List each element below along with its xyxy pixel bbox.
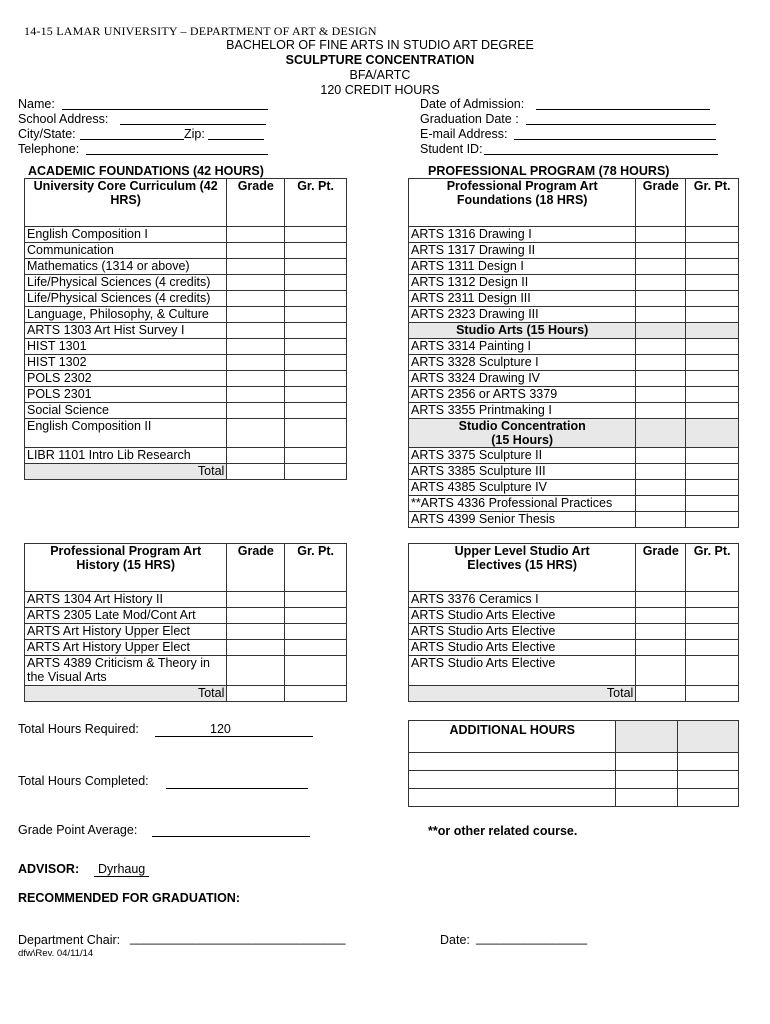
gp-cell[interactable] [686, 656, 739, 686]
date-line[interactable]: ________________ [476, 931, 588, 945]
additional-course-cell[interactable] [409, 753, 616, 771]
gp-cell[interactable] [285, 307, 347, 323]
telephone-label: Telephone: [18, 142, 80, 156]
gp-cell[interactable] [686, 227, 739, 243]
gp-cell[interactable] [285, 419, 347, 448]
art-history-header-course: Professional Program Art History (15 HRS) [25, 544, 227, 592]
gp-cell[interactable] [686, 339, 739, 355]
table-row: English Composition II [25, 419, 347, 448]
additional-hours-table [408, 720, 739, 807]
table-row: Life/Physical Sciences (4 credits) [25, 275, 347, 291]
grade-cell[interactable] [227, 608, 285, 624]
gp-cell[interactable] [285, 448, 347, 464]
grade-cell[interactable] [636, 275, 686, 291]
department-chair-label: Department Chair: [18, 933, 121, 947]
grade-total-cell[interactable] [227, 686, 285, 702]
revision-note: dfw\Rev. 04/11/14 [18, 948, 94, 959]
grade-cell[interactable] [227, 592, 285, 608]
gp-cell[interactable] [285, 624, 347, 640]
grade-cell[interactable] [227, 323, 285, 339]
gp-cell[interactable] [285, 291, 347, 307]
gp-cell[interactable] [285, 259, 347, 275]
grade-cell[interactable] [227, 339, 285, 355]
table-row: HIST 1301 [25, 339, 347, 355]
grade-cell[interactable] [636, 464, 686, 480]
gpa-label: Grade Point Average: [18, 823, 138, 837]
table-row: LIBR 1101 Intro Lib Research [25, 448, 347, 464]
grade-cell[interactable] [636, 496, 686, 512]
grade-cell[interactable] [227, 291, 285, 307]
art-history-table [24, 543, 347, 702]
studentid-label: Student ID: [420, 142, 483, 156]
gp-cell[interactable] [686, 448, 739, 464]
table-row: ARTS 1311 Design I [409, 259, 739, 275]
total-row [409, 686, 739, 702]
grade-cell[interactable] [636, 371, 686, 387]
grade-cell[interactable] [636, 339, 686, 355]
table-row [409, 789, 739, 807]
studentid-field[interactable] [484, 154, 718, 155]
academic-header-gp: Gr. Pt. [285, 179, 347, 227]
academic-header-course: University Core Curriculum (42 HRS) [25, 179, 227, 227]
table-row: POLS 2302 [25, 371, 347, 387]
academic-foundations-table [24, 178, 347, 480]
gp-cell[interactable] [686, 355, 739, 371]
grade-cell[interactable] [636, 592, 686, 608]
additional-course-cell[interactable] [409, 771, 616, 789]
grade-cell[interactable] [616, 753, 678, 771]
grade-cell[interactable] [227, 387, 285, 403]
professional-header-gp: Gr. Pt. [686, 179, 739, 227]
grade-cell[interactable] [636, 448, 686, 464]
table-row: Life/Physical Sciences (4 credits) [25, 291, 347, 307]
table-row: ARTS Art History Upper Elect [25, 624, 347, 640]
table-row: ARTS 3324 Drawing IV [409, 371, 739, 387]
gp-cell[interactable] [686, 259, 739, 275]
gp-cell[interactable] [285, 323, 347, 339]
table-row: POLS 2301 [25, 387, 347, 403]
grade-cell[interactable] [636, 355, 686, 371]
gp-total-cell[interactable] [686, 686, 739, 702]
hours-required-label: Total Hours Required: [18, 722, 139, 736]
grade-cell[interactable] [636, 656, 686, 686]
grade-cell[interactable] [616, 789, 678, 807]
subheader-row [409, 323, 739, 339]
credit-hours: 120 CREDIT HOURS [320, 83, 440, 97]
email-field[interactable] [514, 139, 716, 140]
table-row: ARTS 2323 Drawing III [409, 307, 739, 323]
telephone-field[interactable] [86, 154, 268, 155]
table-row: ARTS 3314 Painting I [409, 339, 739, 355]
table-row: ARTS 4389 Criticism & Theory in the Visual Arts [25, 656, 347, 686]
grade-cell[interactable] [227, 355, 285, 371]
gp-cell[interactable] [686, 512, 739, 528]
grade-cell[interactable] [227, 624, 285, 640]
gp-total-cell[interactable] [285, 464, 347, 480]
upper-level-header-course: Upper Level Studio Art Electives (15 HRS) [409, 544, 636, 592]
recommended-label: RECOMMENDED FOR GRADUATION: [18, 891, 240, 905]
degree-code: BFA/ARTC [349, 68, 411, 82]
zip-field[interactable] [208, 139, 264, 140]
footnote: **or other related course. [428, 824, 578, 838]
table-row: ARTS 2356 or ARTS 3379 [409, 387, 739, 403]
gp-cell[interactable] [686, 403, 739, 419]
table-row: ARTS 4399 Senior Thesis [409, 512, 739, 528]
table-row: ARTS 1317 Drawing II [409, 243, 739, 259]
grade-cell[interactable] [636, 227, 686, 243]
gp-cell[interactable] [285, 608, 347, 624]
table-row: ARTS 3375 Sculpture II [409, 448, 739, 464]
grade-cell[interactable] [636, 624, 686, 640]
table-row: ARTS 1316 Drawing I [409, 227, 739, 243]
academic-total-label: Total [25, 464, 227, 480]
table-row: ARTS 3328 Sculpture I [409, 355, 739, 371]
gp-cell[interactable] [285, 339, 347, 355]
citystate-field[interactable] [80, 139, 184, 140]
email-label: E-mail Address: [420, 127, 508, 141]
gp-cell[interactable] [686, 307, 739, 323]
gp-cell[interactable] [285, 656, 347, 686]
grade-cell[interactable] [227, 259, 285, 275]
table-row: ARTS 4385 Sculpture IV [409, 480, 739, 496]
grade-cell[interactable] [636, 608, 686, 624]
gp-cell[interactable] [686, 291, 739, 307]
hours-completed-field[interactable] [166, 788, 308, 789]
gp-cell[interactable] [285, 227, 347, 243]
gp-cell[interactable] [285, 371, 347, 387]
art-history-header-grade: Grade [227, 544, 285, 592]
degree-title: BACHELOR OF FINE ARTS IN STUDIO ART DEGREE [226, 38, 534, 52]
professional-header-course: Professional Program Art Foundations (18 HRS) [409, 179, 636, 227]
grade-cell[interactable] [636, 480, 686, 496]
upper-level-header-gp: Gr. Pt. [686, 544, 739, 592]
hours-required-value: 120 [210, 722, 231, 736]
table-row: Mathematics (1314 or above) [25, 259, 347, 275]
table-row: ARTS Studio Arts Elective [409, 624, 739, 640]
grade-total-cell[interactable] [227, 464, 285, 480]
table-row: ARTS Studio Arts Elective [409, 656, 739, 686]
gp-cell[interactable] [285, 640, 347, 656]
table-row: Language, Philosophy, & Culture [25, 307, 347, 323]
concentration-title: SCULPTURE CONCENTRATION [285, 53, 475, 67]
name-field[interactable] [62, 109, 268, 110]
table-row: ARTS Studio Arts Elective [409, 640, 739, 656]
grade-cell[interactable] [227, 403, 285, 419]
gp-cell[interactable] [285, 592, 347, 608]
advisor-value: Dyrhaug [94, 862, 149, 877]
gp-cell[interactable] [686, 480, 739, 496]
studio-arts-title: Studio Arts (15 Hours) [409, 323, 636, 339]
grade-cell[interactable] [227, 640, 285, 656]
gp-cell[interactable] [678, 753, 739, 771]
gp-cell[interactable] [686, 275, 739, 291]
grade-cell[interactable] [636, 512, 686, 528]
additional-hours-title: ADDITIONAL HOURS [409, 721, 616, 753]
advisor-label: ADVISOR: [18, 862, 80, 876]
professional-program-table [408, 178, 739, 528]
grade-cell[interactable] [227, 307, 285, 323]
gp-cell[interactable] [285, 243, 347, 259]
gp-cell[interactable] [686, 243, 739, 259]
table-row: English Composition I [25, 227, 347, 243]
grade-cell[interactable] [636, 259, 686, 275]
gp-cell[interactable] [686, 496, 739, 512]
department-heading: 14-15 LAMAR UNIVERSITY – DEPARTMENT OF ART & DESIGN [24, 24, 377, 38]
upper-level-electives-table [408, 543, 739, 702]
subheader-row [409, 419, 739, 448]
gp-cell[interactable] [678, 771, 739, 789]
table-row: ARTS 2311 Design III [409, 291, 739, 307]
upper-level-header-grade: Grade [636, 544, 686, 592]
gp-cell[interactable] [285, 355, 347, 371]
gp-cell[interactable] [686, 371, 739, 387]
date-label: Date: [440, 933, 470, 947]
admission-label: Date of Admission: [420, 97, 525, 111]
grade-cell[interactable] [636, 307, 686, 323]
citystate-label: City/State: [18, 127, 76, 141]
table-row: ARTS 3385 Sculpture III [409, 464, 739, 480]
table-row: ARTS 1303 Art Hist Survey I [25, 323, 347, 339]
name-label: Name: [18, 97, 55, 111]
grade-cell[interactable] [636, 387, 686, 403]
gp-total-cell[interactable] [285, 686, 347, 702]
academic-header-grade: Grade [227, 179, 285, 227]
professional-header-grade: Grade [636, 179, 686, 227]
table-row: Social Science [25, 403, 347, 419]
grade-cell[interactable] [636, 640, 686, 656]
grade-cell[interactable] [227, 371, 285, 387]
gp-cell[interactable] [686, 592, 739, 608]
graduation-label: Graduation Date : [420, 112, 519, 126]
upper-level-total-label: Total [409, 686, 636, 702]
table-row: ARTS 1304 Art History II [25, 592, 347, 608]
gp-cell[interactable] [686, 608, 739, 624]
grade-cell[interactable] [636, 291, 686, 307]
gp-cell[interactable] [686, 624, 739, 640]
gp-cell[interactable] [285, 387, 347, 403]
total-row [25, 686, 347, 702]
gp-cell[interactable] [686, 387, 739, 403]
grade-cell[interactable] [227, 656, 285, 686]
grade-cell[interactable] [227, 227, 285, 243]
table-row: ARTS 1312 Design II [409, 275, 739, 291]
grade-cell[interactable] [636, 243, 686, 259]
table-row: HIST 1302 [25, 355, 347, 371]
art-history-total-label: Total [25, 686, 227, 702]
address-label: School Address: [18, 112, 109, 126]
address-field[interactable] [120, 124, 266, 125]
grade-cell[interactable] [636, 403, 686, 419]
gp-cell[interactable] [678, 789, 739, 807]
grade-cell[interactable] [616, 771, 678, 789]
grade-cell[interactable] [227, 243, 285, 259]
table-row: ARTS Studio Arts Elective [409, 608, 739, 624]
gpa-field[interactable] [152, 836, 310, 837]
gp-cell[interactable] [285, 403, 347, 419]
grade-cell[interactable] [227, 275, 285, 291]
additional-course-cell[interactable] [409, 789, 616, 807]
table-row: ARTS 3376 Ceramics I [409, 592, 739, 608]
total-row [25, 464, 347, 480]
hours-completed-label: Total Hours Completed: [18, 774, 149, 788]
art-history-header-gp: Gr. Pt. [285, 544, 347, 592]
professional-section-title: PROFESSIONAL PROGRAM (78 HOURS) [428, 164, 670, 178]
table-row: ARTS 2305 Late Mod/Cont Art [25, 608, 347, 624]
graduation-field[interactable] [526, 124, 716, 125]
table-row: **ARTS 4336 Professional Practices [409, 496, 739, 512]
table-row: Communication [25, 243, 347, 259]
table-row: ARTS 3355 Printmaking I [409, 403, 739, 419]
gp-cell[interactable] [686, 464, 739, 480]
gp-cell[interactable] [686, 640, 739, 656]
admission-field[interactable] [536, 109, 710, 110]
grade-cell[interactable] [227, 448, 285, 464]
department-chair-line[interactable]: _______________________________ [130, 931, 346, 945]
table-row: ARTS Art History Upper Elect [25, 640, 347, 656]
table-row [409, 771, 739, 789]
studio-concentration-title: Studio Concentration (15 Hours) [409, 419, 636, 448]
gp-cell[interactable] [285, 275, 347, 291]
academic-section-title: ACADEMIC FOUNDATIONS (42 HOURS) [28, 164, 264, 178]
table-row [409, 753, 739, 771]
grade-cell[interactable] [227, 419, 285, 448]
zip-label: Zip: [184, 127, 205, 141]
grade-total-cell[interactable] [636, 686, 686, 702]
